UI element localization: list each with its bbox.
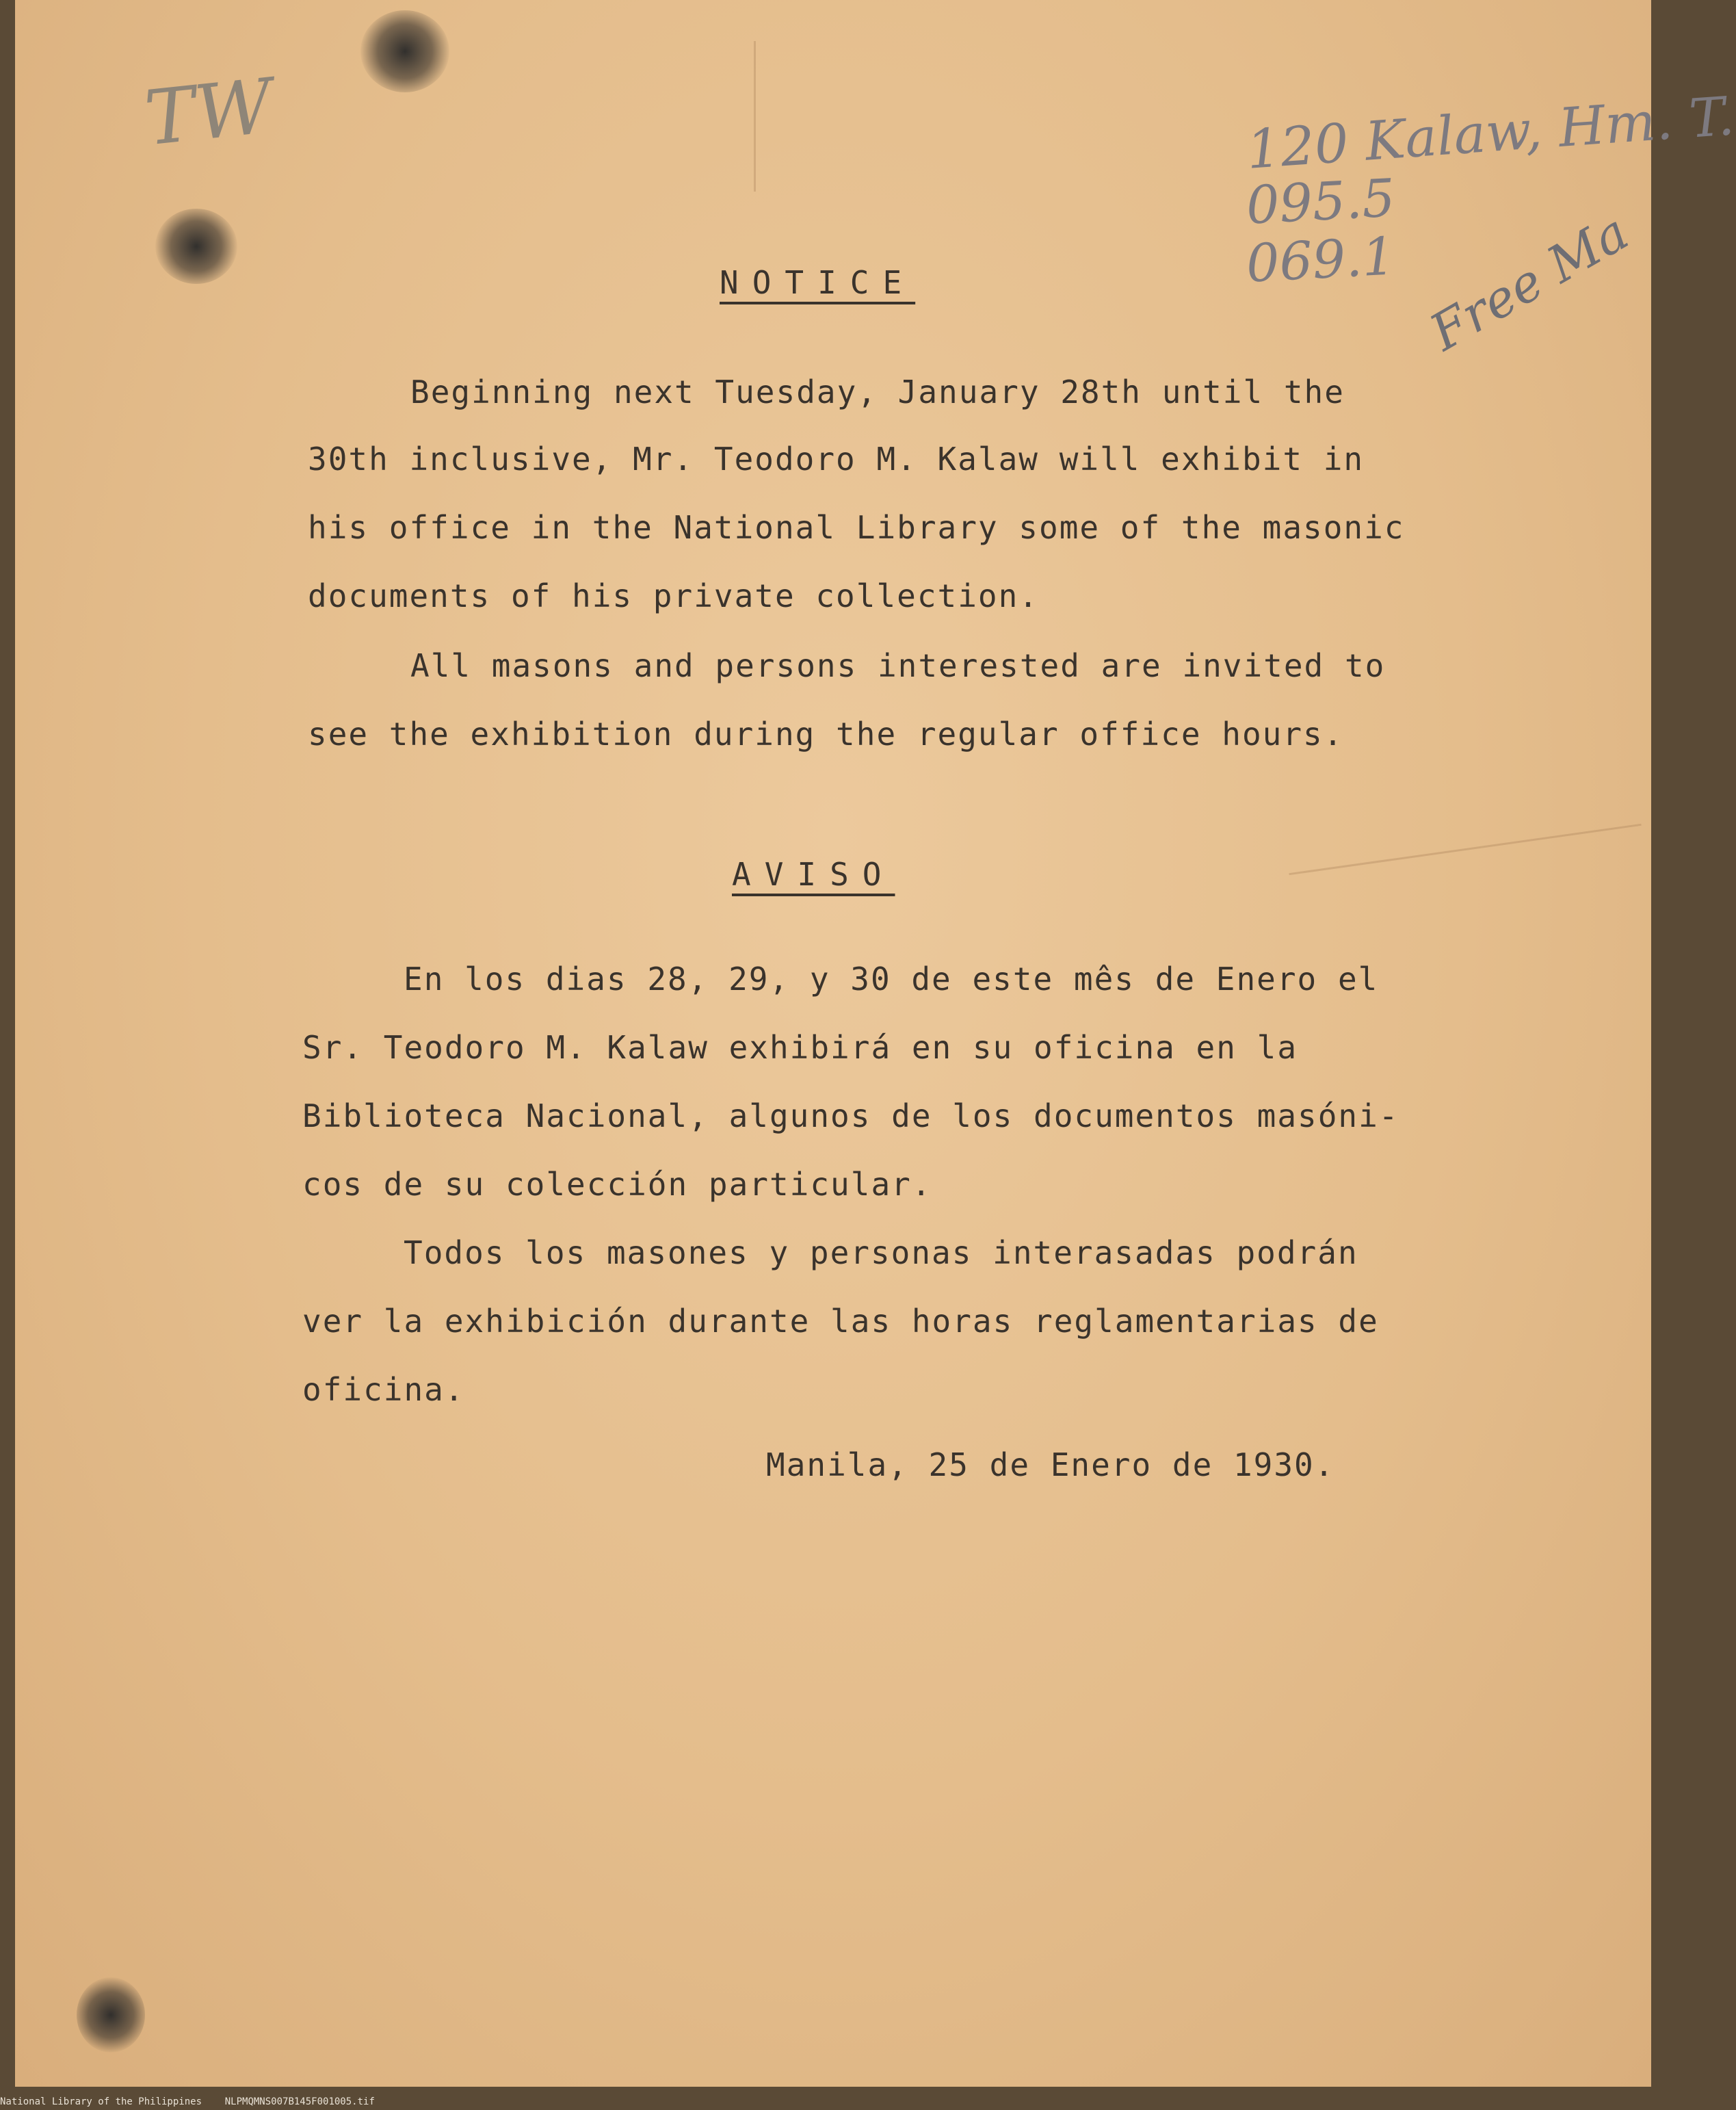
- document-page: [15, 0, 1736, 2087]
- aviso-line-4: cos de su colección particular.: [302, 1166, 932, 1203]
- paper-crease-right: [1289, 824, 1641, 875]
- aviso-line-7: oficina.: [302, 1371, 465, 1408]
- notice-line-1: Beginning next Tuesday, January 28th until the: [410, 374, 1345, 411]
- notice-line-6: see the exhibition during the regular office hours.: [308, 716, 1344, 753]
- handwritten-reference-1: 120 Kalaw, Hm. T.: [1244, 86, 1736, 181]
- ink-stain-bottom: [77, 1977, 145, 2053]
- notice-line-5: All masons and persons interested are invited to: [410, 647, 1386, 684]
- paper-crease-top: [754, 41, 756, 192]
- handwritten-note: Free Ma: [1420, 203, 1638, 363]
- handwritten-margin-mark: TW: [140, 62, 277, 163]
- aviso-signoff: Manila, 25 de Enero de 1930.: [766, 1446, 1335, 1483]
- aviso-line-2: Sr. Teodoro M. Kalaw exhibirá en su oficina en la: [302, 1029, 1298, 1066]
- aviso-heading: AVISO: [732, 856, 895, 893]
- notice-line-4: documents of his private collection.: [308, 577, 1039, 614]
- notice-heading: NOTICE: [720, 264, 916, 301]
- handwritten-reference-2: 095.5: [1244, 167, 1397, 236]
- handwritten-reference-3: 069.1: [1244, 225, 1397, 294]
- aviso-line-5: Todos los masones y personas interasadas podrán: [404, 1234, 1358, 1271]
- ink-stain-left: [155, 209, 237, 284]
- footer-file: NLPMQMNS007B145F001005.tif: [224, 2096, 375, 2107]
- aviso-line-3: Biblioteca Nacional, algunos de los documentos masóni-: [302, 1097, 1399, 1134]
- ink-stain-top: [360, 10, 449, 92]
- footer-source: National Library of the Philippines: [0, 2096, 202, 2107]
- archive-footer: [0, 2096, 375, 2107]
- notice-line-2: 30th inclusive, Mr. Teodoro M. Kalaw will exhibit in: [308, 441, 1365, 478]
- aviso-line-1: En los dias 28, 29, y 30 de este mês de Enero el: [404, 961, 1379, 998]
- notice-line-3: his office in the National Library some of the masonic: [308, 509, 1405, 546]
- aviso-line-6: ver la exhibición durante las horas reglamentarias de: [302, 1303, 1379, 1340]
